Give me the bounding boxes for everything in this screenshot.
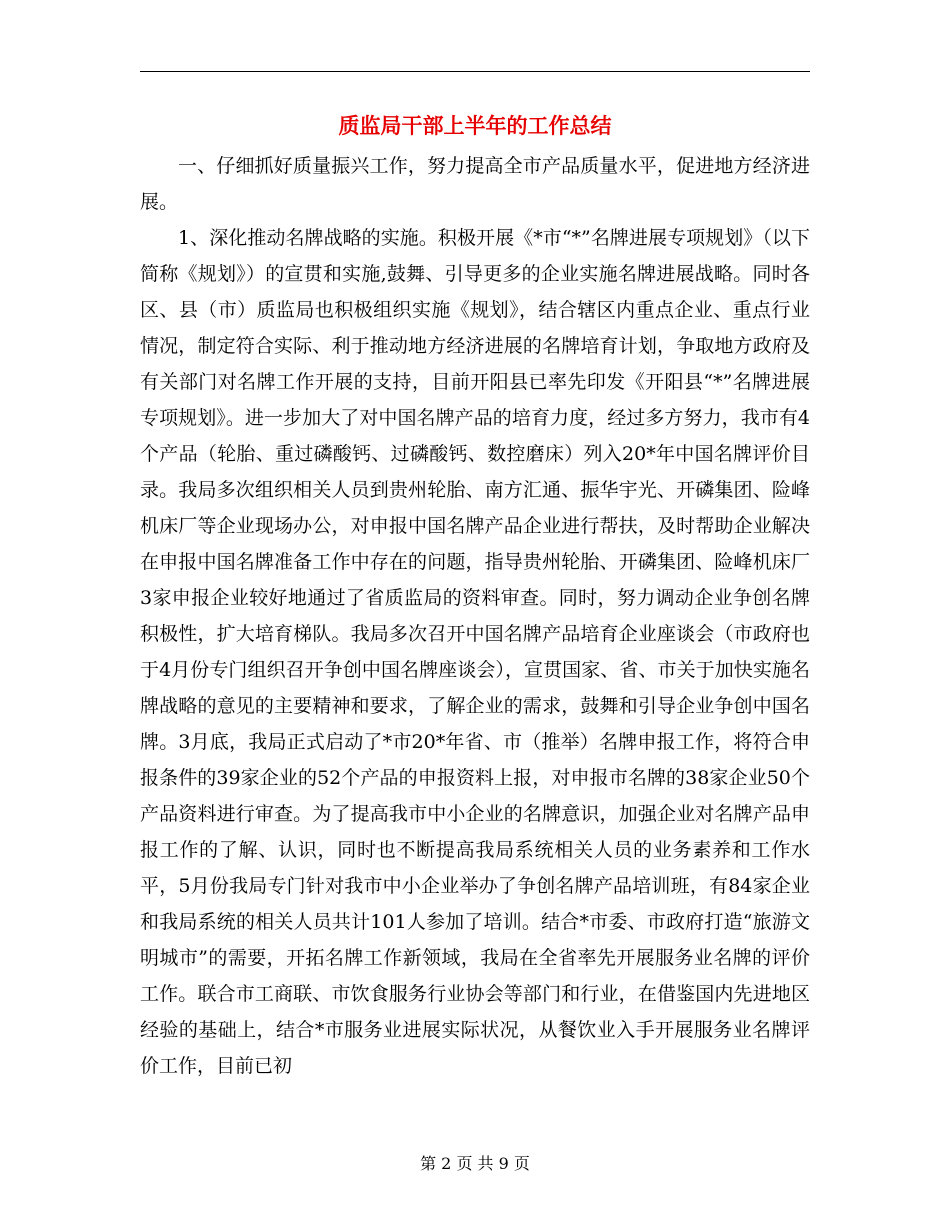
page-footer: [140, 1152, 810, 1176]
page-number-label: 第 2 页 共 9 页: [420, 1154, 530, 1173]
header-rule: [140, 71, 810, 72]
document-title: 质监局干部上半年的工作总结: [338, 114, 612, 138]
document-body: [140, 148, 810, 1084]
paragraph-heading: 一、仔细抓好质量振兴工作，努力提高全市产品质量水平，促进地方经济进展。: [140, 155, 810, 213]
paragraph-body: 1、深化推动名牌战略的实施。积极开展《*市“*”名牌进展专项规划》（以下简称《规划》）的宣贯和实施,鼓舞、引导更多的企业实施名牌进展战略。同时各区、县（市）质监局也积极组织实施《规划》，结合辖区内重点企业、重点行业情况，制定符合实际、利于推动地方经济进展的名牌培育计划，争取地方政府及有关部门对名牌工作开展的支持，目前开阳县已率先印发《开阳县“*”名牌进展专项规划》。进一步加大了对中国名牌产品的培育力度，经过多方努力，我市有4个产品（轮胎、重过磷酸钙、过磷酸钙、数控磨床）列入20*年中国名牌评价目录。我局多次组织相关人员到贵州轮胎、南方汇通、振华宇光、开磷集团、险峰机床厂等企业现场办公，对申报中国名牌产品企业进行帮扶，及时帮助企业解决在申报中国名牌准备工作中存在的问题，指导贵州轮胎、开磷集团、险峰机床厂3家申报企业较好地通过了省质监局的资料审查。同时，努力调动企业争创名牌积极性，扩大培育梯队。我局多次召开中国名牌产品培育企业座谈会（市政府也于4月份专门组织召开争创中国名牌座谈会），宣贯国家、省、市关于加快实施名牌战略的意见的主要精神和要求，了解企业的需求，鼓舞和引导企业争创中国名牌。3月底，我局正式启动了*市20*年省、市（推举）名牌申报工作，将符合申报条件的39家企业的52个产品的申报资料上报，对申报市名牌的38家企业50个产品资料进行审查。为了提高我市中小企业的名牌意识，加强企业对名牌产品申报工作的了解、认识，同时也不断提高我局系统相关人员的业务素养和工作水平，5月份我局专门针对我市中小企业举办了争创名牌产品培训班，有84家企业和我局系统的相关人员共计101人参加了培训。结合*市委、市政府打造“旅游文明城市”的需要，开拓名牌工作新领域，我局在全省率先开展服务业名牌的评价工作。联合市工商联、市饮食服务行业协会等部门和行业，在借鉴国内先进地区经验的基础上，结合*市服务业进展实际状况，从餐饮业入手开展服务业名牌评价工作，目前已初: [140, 227, 810, 1077]
